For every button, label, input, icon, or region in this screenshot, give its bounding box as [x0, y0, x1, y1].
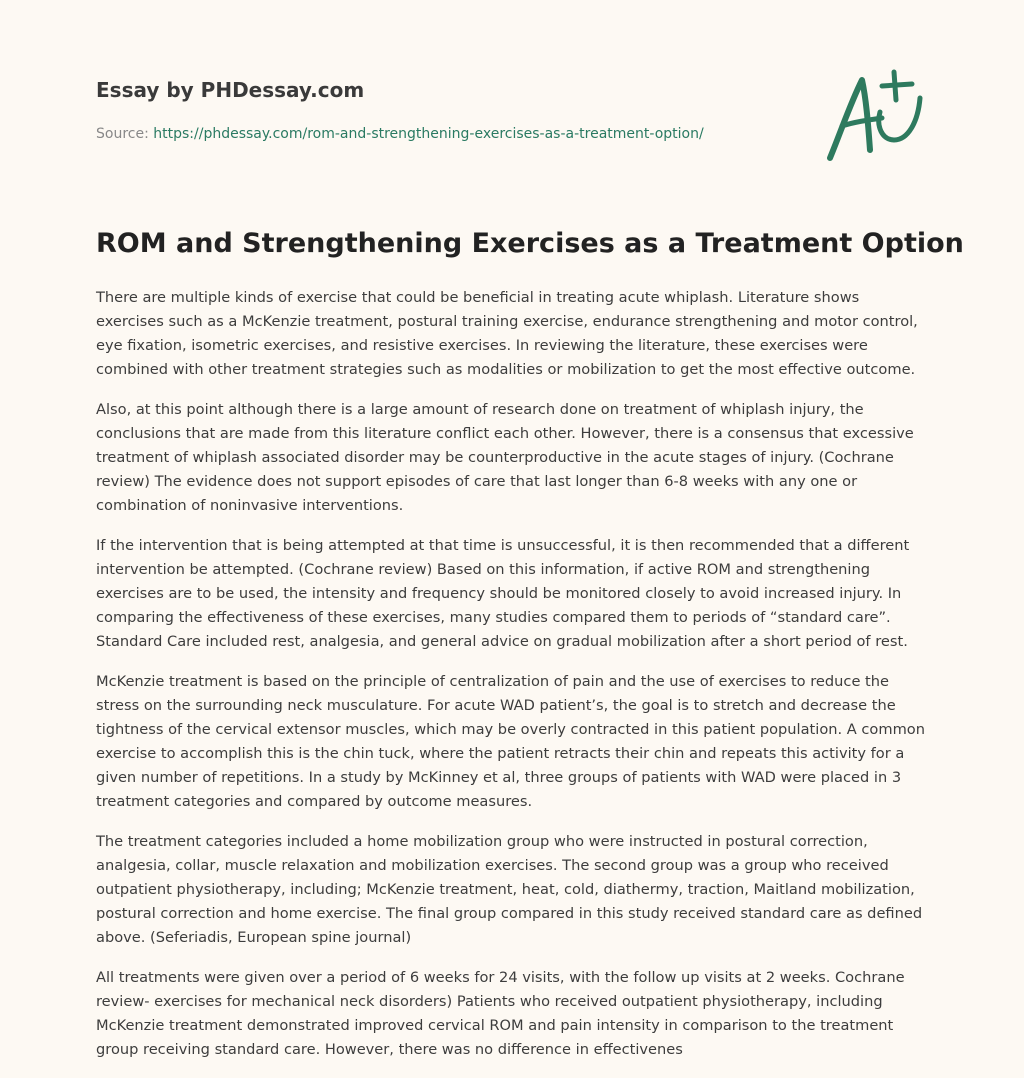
- essay-paragraph: McKenzie treatment is based on the principle of centralization of pain and the use of exercises to reduce the stress on the surrounding neck musculature. For acute WAD patient’s, the goal is to stretch and decrease the tightness of the cervical extensor muscles, which may be overly contracted in this patient population. A common exercise to accomplish this is the chin tuck, where the patient retracts their chin and repeats this activity for a given number of repetitions. In a study by McKinney et al, three groups of patients with WAD were placed in 3 treatment categories and compared by outcome measures.: [96, 673, 925, 810]
- essay-body: [96, 286, 926, 1062]
- essay-header: [96, 76, 796, 144]
- essay-paragraph: The treatment categories included a home mobilization group who were instructed in postural correction, analgesia, collar, muscle relaxation and mobilization exercises. The second group was a group who received outpatient physiotherapy, including; McKenzie treatment, heat, cold, diathermy, traction, Maitland mobilization, postural correction and home exercise. The final group compared in this study received standard care as defined above. (Seferiadis, European spine journal): [96, 833, 923, 946]
- essay-paragraph: If the intervention that is being attempted at that time is unsuccessful, it is then recommended that a different intervention be attempted. (Cochrane review) Based on this information, if active ROM and strengthening exercises are to be used, the intensity and frequency should be monitored closely to avoid increased injury. In comparing the effectiveness of these exercises, many studies compared them to periods of “standard care”. Standard Care included rest, analgesia, and general advice on gradual mobilization after a short period of rest.: [96, 537, 910, 650]
- source-line: [96, 124, 796, 144]
- essay-paragraph: There are multiple kinds of exercise that could be beneficial in treating acute whiplash. Literature shows exercises such as a McKenzie treatment, postural training exercise, endurance strengthening and motor control, eye fixation, isometric exercises, and resistive exercises. In reviewing the literature, these exercises were combined with other treatment strategies such as modalities or mobilization to get the most effective outcome.: [96, 289, 918, 378]
- source-link[interactable]: https://phdessay.com/rom-and-strengthening-exercises-as-a-treatment-option/: [153, 126, 704, 142]
- essay-main: [96, 224, 964, 1078]
- a-plus-logo-icon: [820, 64, 930, 168]
- source-label: Source:: [96, 126, 154, 142]
- site-title: Essay by PHDessay.com: [96, 78, 365, 102]
- essay-title: ROM and Strengthening Exercises as a Treatment Option: [96, 228, 964, 259]
- essay-paragraph: Also, at this point although there is a large amount of research done on treatment of whiplash injury, the conclusions that are made from this literature conflict each other. However, there is a consensus that excessive treatment of whiplash associated disorder may be counterproductive in the acute stages of injury. (Cochrane review) The evidence does not support episodes of care that last longer than 6-8 weeks with any one or combination of noninvasive interventions.: [96, 401, 914, 514]
- essay-paragraph: All treatments were given over a period of 6 weeks for 24 visits, with the follow up visits at 2 weeks. Cochrane review- exercises for mechanical neck disorders) Patients who received outpatient physiotherapy, including McKenzie treatment demonstrated improved cervical ROM and pain intensity in comparison to the treatment group receiving standard care. However, there was no difference in effectivenes: [96, 969, 905, 1058]
